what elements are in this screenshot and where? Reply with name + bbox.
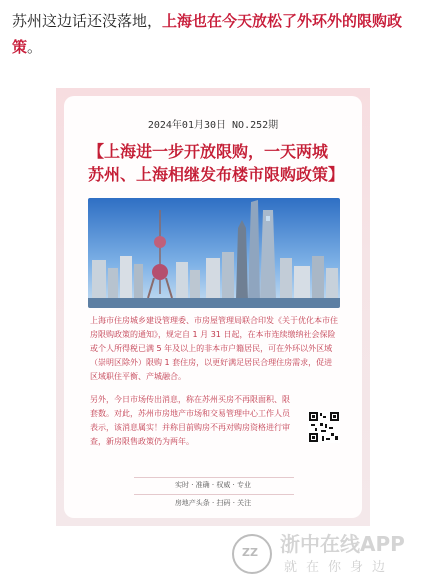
news-card bbox=[64, 96, 362, 518]
intro-lead: 苏州这边话还没落地， bbox=[12, 12, 163, 30]
watermark-title: 浙中在线APP bbox=[280, 532, 405, 556]
watermark-subtitle: 就在你身边 bbox=[284, 560, 395, 575]
issue-date: 2024年01月30日 NO.252期 bbox=[147, 120, 279, 131]
intro-highlight: 上海也在今天放松了外环外的限购政策 bbox=[12, 12, 403, 56]
app-logo-icon: ZZ bbox=[232, 534, 272, 574]
intro-tail: 。 bbox=[27, 38, 43, 56]
news-card-image bbox=[56, 88, 370, 526]
follow-line: 房地产头条 · 扫码 · 关注 bbox=[174, 499, 252, 507]
tags-divider-top bbox=[134, 477, 294, 478]
shanghai-skyline-photo bbox=[88, 198, 340, 308]
intro-text bbox=[12, 8, 412, 60]
policy-paragraph: 上海市住房城乡建设管理委、市房屋管理局联合印发《关于优化本市住房限购政策的通知》，规定自 1 月 31 日起，在本市连续缴纳社会保险或个人所得税已满 5 年及以上的非本市户籍居民，可在外环以外区域（崇明区除外）限购 1 套住房，以更好满足居民合理住房需求，促进区域职住平衡、产城融合。 bbox=[90, 316, 338, 381]
app-watermark bbox=[228, 526, 422, 582]
slogan-line: 实时 · 准确 · 权威 · 专业 bbox=[174, 481, 252, 489]
card-headline: 【上海进一步开放限购，一天两城苏州、上海相继发布楼市限购政策】 bbox=[88, 142, 345, 184]
tags-divider-bottom bbox=[134, 494, 294, 495]
qr-code-icon bbox=[308, 411, 340, 443]
suzhou-paragraph: 另外，今日市场传出消息，称在苏州买房不再限面积、限套数。对此，苏州市房地产市场和交易管理中心工作人员表示，该消息属实！并称目前购房不再对购房资格进行审查，新房限售政策仍为两年。 bbox=[90, 395, 290, 446]
